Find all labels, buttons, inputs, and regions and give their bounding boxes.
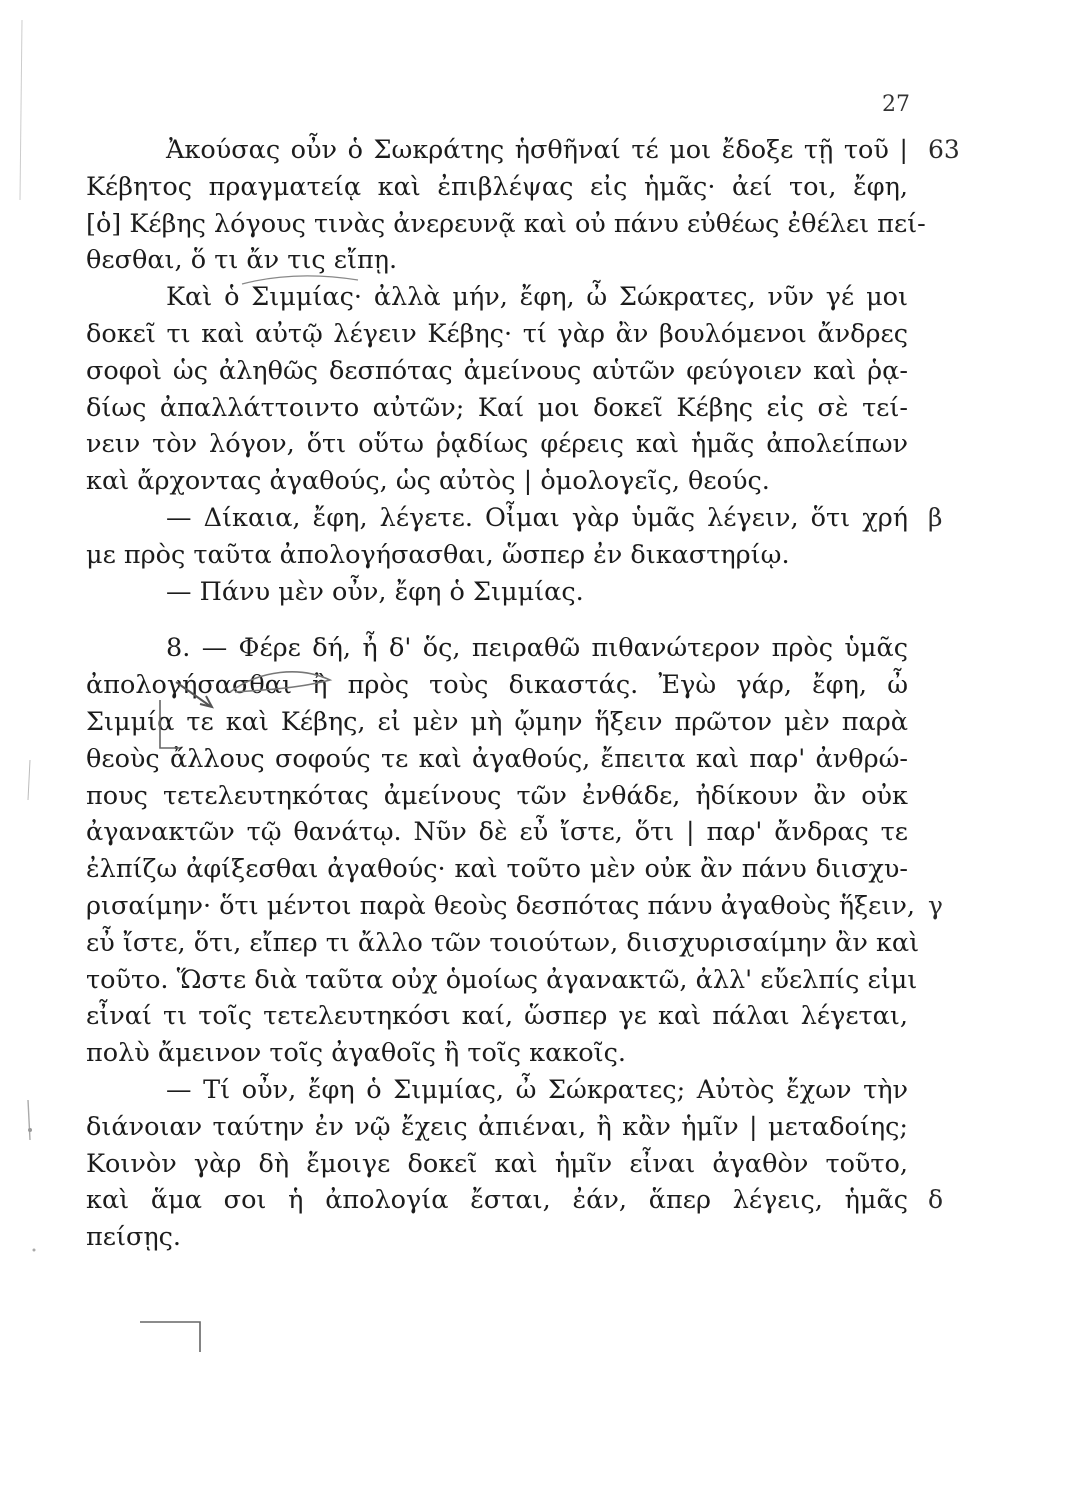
text-line: νειν τὸν λόγον, ὅτι οὕτω ῥᾳδίως φέρεις καὶ ἡμᾶς ἀπολείπων: [86, 429, 908, 460]
text-line: Κέβητος πραγματείᾳ καὶ ἐπιβλέψας εἰς ἡμᾶς· ἀεί τοι, ἔφη,: [86, 171, 908, 202]
text-line: σοφοὶ ὡς ἀληθῶς δεσπότας ἀμείνους αὑτῶν φεύγοιεν καὶ ῥᾳ-: [86, 355, 908, 386]
text-line: ἐλπίζω ἀφίξεσθαι ἀγαθούς· καὶ τοῦτο μὲν οὐκ ἂν πάνυ διισχυ-: [86, 854, 908, 885]
text-line: πους τετελευτηκότας ἀμείνους τῶν ἐνθάδε, ἠδίκουν ἂν οὐκ: [86, 780, 908, 811]
text-line: τοῦτο. Ὥστε διὰ ταῦτα οὐχ ὁμοίως ἀγανακτῶ, ἀλλ' εὔελπίς εἰμι: [86, 964, 918, 995]
text-line: δοκεῖ τι καὶ αὐτῷ λέγειν Κέβης· τί γὰρ ἂν βουλόμενοι ἄνδρες: [86, 318, 908, 349]
pencil-underline-mark: [240, 270, 360, 290]
text-line: — Δίκαια, ἔφη, λέγετε. Οἶμαι γὰρ ὑμᾶς λέγειν, ὅτι χρή: [166, 502, 908, 533]
margin-reference: β: [928, 502, 943, 532]
pencil-bracket-mark: [140, 1312, 210, 1357]
text-line: εἶναί τι τοῖς τετελευτηκόσι καί, ὥσπερ γε καὶ πάλαι λέγεται,: [86, 1001, 908, 1032]
text-line: Ἀκούσας οὖν ὁ Σωκράτης ἡσθῆναί τέ μοι ἔδοξε τῇ τοῦ |: [166, 135, 908, 165]
margin-reference: γ: [928, 890, 943, 920]
margin-scuff-marks: [0, 0, 40, 1500]
text-line: με πρὸς ταῦτα ἀπολογήσασθαι, ὥσπερ ἐν δικαστηρίῳ.: [86, 539, 790, 570]
text-line: 8. — Φέρε δή, ἦ δ' ὅς, πειραθῶ πιθανώτερον πρὸς ὑμᾶς: [166, 633, 908, 664]
text-line: διάνοιαν ταύτην ἐν νῷ ἔχεις ἀπιέναι, ἢ κἂν ἡμῖν | μεταδοίης;: [86, 1111, 908, 1142]
text-line: ἀπολογήσασθαι ἢ πρὸς τοὺς δικαστάς. Ἐγὼ γάρ, ἔφη, ὦ: [86, 670, 908, 701]
text-line: πείσῃς.: [86, 1222, 182, 1253]
text-line: πολὺ ἄμεινον τοῖς ἀγαθοῖς ἢ τοῖς κακοῖς.: [86, 1038, 627, 1069]
text-line: θεσθαι, ὅ τι ἄν τις εἴπῃ.: [86, 245, 398, 276]
text-line: ρισαίμην· ὅτι μέντοι παρὰ θεοὺς δεσπότας πάνυ ἀγαθοὺς ἥξειν,: [86, 890, 915, 921]
text-line: καὶ ἄρχοντας ἀγαθούς, ὡς αὐτὸς | ὁμολογεῖς, θεούς.: [86, 466, 770, 497]
text-line: — Πάνυ μὲν οὖν, ἔφη ὁ Σιμμίας.: [166, 576, 584, 607]
pencil-annotation-mark: [140, 660, 380, 750]
text-line: εὖ ἴστε, ὅτι, εἴπερ τι ἄλλο τῶν τοιούτων, διισχυρισαίμην ἂν καὶ: [86, 927, 920, 958]
text-line: θεοὺς ἄλλους σοφούς τε καὶ ἀγαθούς, ἔπειτα καὶ παρ' ἀνθρώ-: [86, 743, 908, 774]
text-line: καὶ ἅμα σοι ἡ ἀπολογία ἔσται, ἐάν, ἅπερ λέγεις, ἡμᾶς: [86, 1185, 908, 1216]
margin-reference: 63: [928, 135, 960, 164]
text-line: Καὶ ὁ Σιμμίας· ἀλλὰ μήν, ἔφη, ὦ Σώκρατες, νῦν γέ μοι: [166, 282, 908, 313]
text-line: — Τί οὖν, ἔφη ὁ Σιμμίας, ὦ Σώκρατες; Αὐτὸς ἔχων τὴν: [166, 1074, 908, 1105]
text-line: Σιμμία τε καὶ Κέβης, εἰ μὲν μὴ ᾤμην ἥξειν πρῶτον μὲν παρὰ: [86, 706, 908, 737]
margin-reference: δ: [928, 1185, 944, 1215]
text-line: Κοινὸν γὰρ δὴ ἔμοιγε δοκεῖ καὶ ἡμῖν εἶναι ἀγαθὸν τοῦτο,: [86, 1148, 908, 1179]
text-line: δίως ἀπαλλάττοιντο αὐτῶν; Καί μοι δοκεῖ Κέβης εἰς σὲ τεί-: [86, 392, 908, 423]
text-line: ἀγανακτῶν τῷ θανάτῳ. Νῦν δὲ εὖ ἴστε, ὅτι | παρ' ἄνδρας τε: [86, 817, 908, 848]
text-line: [ὁ] Κέβης λόγους τινὰς ἀνερευνᾷ καὶ οὐ πάνυ εὐθέως ἐθέλει πεί-: [86, 208, 926, 239]
page-number: 27: [882, 92, 910, 117]
